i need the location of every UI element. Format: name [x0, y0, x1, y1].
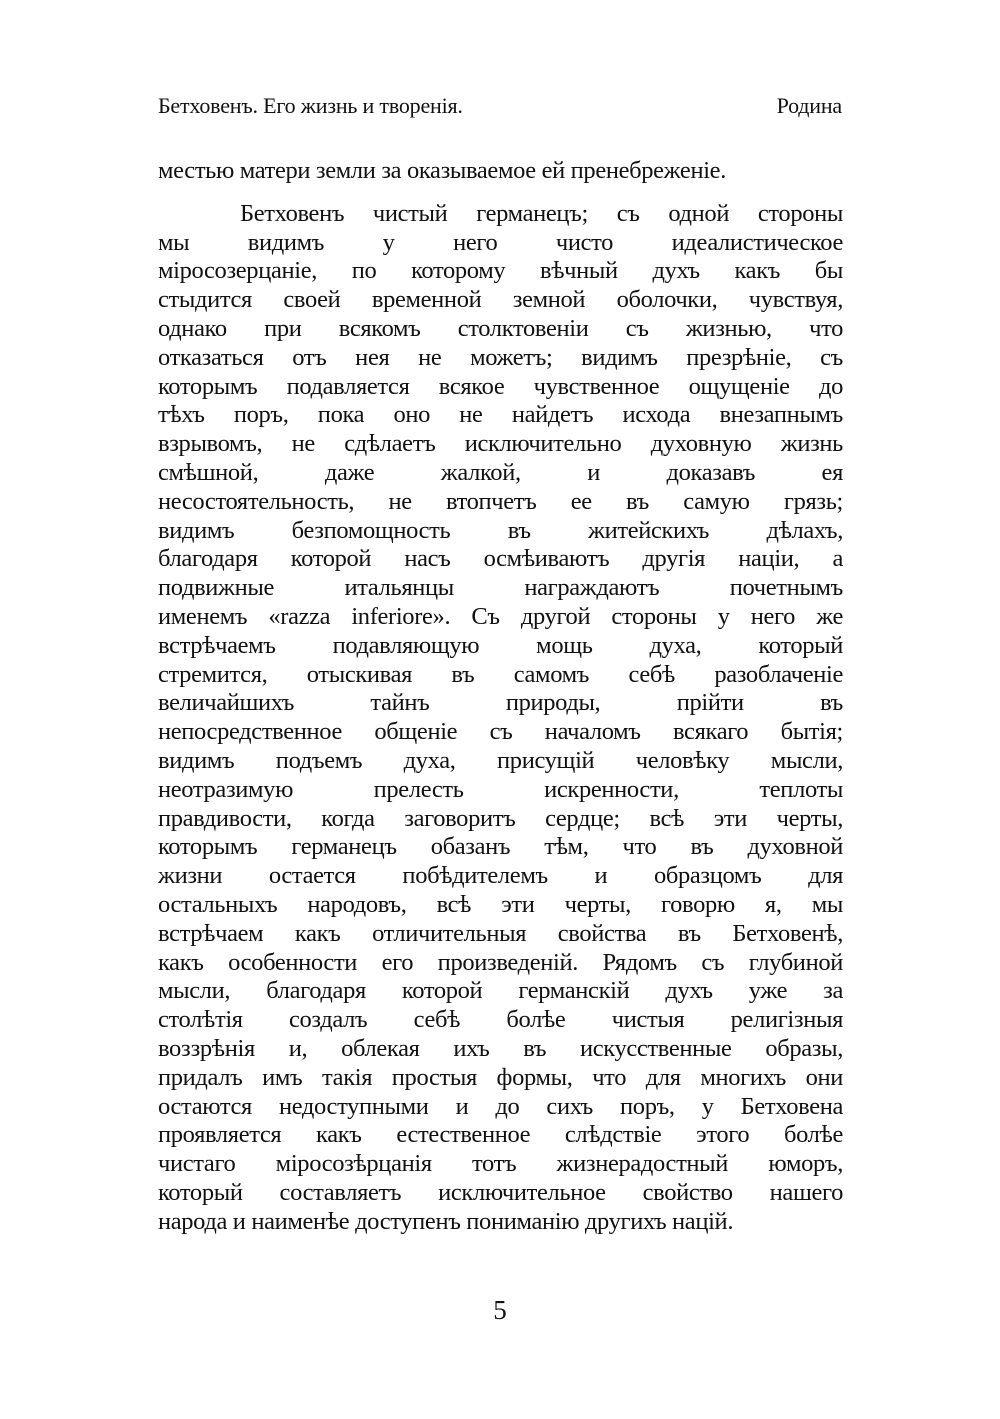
text-line: воззрѣнія и, облекая ихъ въ искусственные образы, — [158, 1034, 843, 1062]
text-line: чистаго міросозѣрцанія тотъ жизнерадостный юморъ, — [158, 1150, 843, 1178]
paragraph — [158, 200, 843, 1237]
text-line: отказаться отъ нея не можетъ; видимъ презрѣніе, съ — [158, 343, 843, 371]
text-line: стыдится своей временной земной оболочки, чувствуя, — [158, 286, 843, 314]
text-line: которымъ подавляется всякое чувственное ощущеніе до — [158, 372, 843, 400]
paragraph-gap — [158, 186, 843, 200]
text-line: встрѣчаем какъ отличительныя свойства въ Бетховенѣ, — [158, 919, 843, 947]
header-section-title: Родина — [776, 93, 842, 118]
header-book-title: Бетховенъ. Его жизнь и творенія. — [158, 93, 463, 118]
text-line: какъ особенности его произведеній. Рядомъ съ глубиной — [158, 948, 843, 976]
text-line: взрывомъ, не сдѣлаетъ исключительно духовную жизнь — [158, 430, 843, 458]
continuation-line: местью матери земли за оказываемое ей пренебреженіе. — [158, 157, 726, 184]
page-number: 5 — [493, 1295, 507, 1325]
text-line: столѣтія создалъ себѣ болѣе чистыя религізныя — [158, 1006, 843, 1034]
text-line: однако при всякомъ столктовеніи съ жизнью, что — [158, 314, 843, 342]
text-line: видимъ подъемъ духа, присущій человѣку мысли, — [158, 746, 843, 774]
text-line: видимъ безпомощность въ житейскихъ дѣлахъ, — [158, 516, 843, 544]
text-line: мысли, благодаря которой германскій духъ уже за — [158, 977, 843, 1005]
text-line: остаются недоступными и до сихъ поръ, у Бетховена — [158, 1092, 843, 1120]
text-line: народа и наименѣе доступенъ пониманію другихъ націй. — [158, 1207, 734, 1235]
text-line: Бетховенъ чистый германецъ; съ одной стороны — [240, 199, 843, 227]
text-line: неотразимую прелесть искренности, теплоты — [158, 775, 843, 803]
text-line: міросозерцаніе, по которому вѣчный духъ какъ бы — [158, 257, 843, 285]
text-line: который составляетъ исключительное свойство нашего — [158, 1178, 843, 1206]
text-line: мы видимъ у него чисто идеалистическое — [158, 228, 843, 256]
text-line: подвижные итальянцы награждаютъ почетнымъ — [158, 574, 843, 602]
text-line: благодаря которой насъ осмѣиваютъ другія націи, а — [158, 545, 843, 573]
text-line: жизни остается побѣдителемъ и образцомъ для — [158, 862, 843, 890]
text-line: правдивости, когда заговоритъ сердце; всѣ эти черты, — [158, 804, 843, 832]
text-line: тѣхъ поръ, пока оно не найдетъ исхода внезапнымъ — [158, 401, 843, 429]
text-line: встрѣчаемъ подавляющую мощь духа, который — [158, 631, 843, 659]
text-line: смѣшной, даже жалкой, и доказавъ ея — [158, 458, 843, 486]
text-line: стремится, отыскивая въ самомъ себѣ разоблаченіе — [158, 660, 843, 688]
text-line: придалъ имъ такія простыя формы, что для многихъ они — [158, 1063, 843, 1091]
body-text — [158, 157, 843, 1236]
text-line: именемъ «razza inferiore». Съ другой стороны у него же — [158, 602, 843, 630]
running-header — [158, 92, 842, 120]
text-line: проявляется какъ естественное слѣдствіе этого болѣе — [158, 1121, 843, 1149]
text-line: которымъ германецъ обазанъ тѣм, что въ духовной — [158, 833, 843, 861]
text-line: остальныхъ народовъ, всѣ эти черты, говорю я, мы — [158, 890, 843, 918]
text-line: величайшихъ тайнъ природы, прійти въ — [158, 689, 843, 717]
text-line: несостоятельность, не втопчетъ ее въ самую грязь; — [158, 487, 843, 515]
text-line: непосредственное общеніе съ началомъ всякаго бытія; — [158, 718, 843, 746]
